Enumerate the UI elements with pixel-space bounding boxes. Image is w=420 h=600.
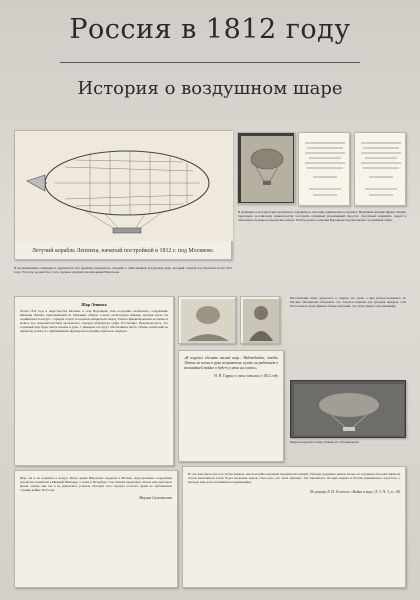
quote-box — [178, 350, 284, 462]
article-body: Летом 1812 года в окрестностях Москвы, в селе Воронцове, шла постройка необычного сооружения. Механик Леппих, приглашённый из Германии, обещал создать летательную машину, которая могла бы подниматься в воздух с отрядом солдат и поражать неприятеля сверху. Работы финансировались из казны и велись под покровительством московского генерал-губернатора графа Ростопчина. Предполагалось, что огромный шар будет иметь крылья и руль, а движение его будут обеспечивать вёсла. Однако испытания не принесли успеха, и с приближением французов постройку пришлось свернуть. — [20, 309, 168, 334]
title-divider — [60, 62, 360, 63]
document-page-2 — [354, 132, 406, 206]
page-subtitle: История о воздушном шаре — [77, 78, 343, 99]
lower-right-article — [182, 466, 406, 588]
lower-left-body: Шар так и не поднялся в воздух. Когда армия Наполеона подошла к Москве, недостроенное сооружение разобрали и вывезли в Нижний Новгород, а затем в Петербург. Сам Леппих продолжал опыты ещё некоторое время, однако они так и не увенчались успехом. История этого проекта осталась одной из любопытных страниц войны 1812 года. — [20, 476, 172, 493]
balloon-model-icon — [291, 381, 407, 439]
lower-right-body: В этот день было для того чтобы увидеть, как постройка медленно продвигалась вперёд. Рабочие трудились днём и ночью, но огромная оболочка никак не хотела наполняться газом. Через несколько недель стало ясно, что затея обречена. Так закончилась история первого в России управляемого аэростата, о котором ещё долго вспоминали современники. — [188, 472, 400, 485]
lower-left-author: Марина Самохвалова — [139, 496, 172, 501]
engraving-photo-2 — [240, 296, 280, 344]
page-title: Россия в 1812 году — [69, 14, 351, 45]
right-middle-text: Изготовление шара держалось в секрете, но слухи о нём распространились по Москве. Москвичам объясняли, что строится машина для тушения пожаров. Сам Ростопчин в своих афишах обещал жителям, что скоро увидят они диковинку. — [290, 296, 406, 309]
right-top-text: В архивных и исторических материалах сохранилось описание удивительного проекта. Немецкий механик Франц Леппих предложил российскому правительству построить огромный управляемый аэростат, способный поднимать людей и сбрасывать снаряды на вражеские войска. Работы велись в имении Воронцово под Москвой в строжайшей тайне. — [238, 210, 406, 223]
portrait-icon — [241, 297, 281, 345]
article-heading: Шар Леппиха — [81, 302, 107, 307]
balloon-sketch-icon — [238, 133, 296, 205]
document-lines-icon — [299, 133, 351, 207]
museum-photo — [290, 380, 406, 438]
airship-illustration-panel — [14, 130, 232, 260]
document-lines-icon — [355, 133, 407, 207]
document-page-1 — [298, 132, 350, 206]
airship-caption: Летучий корабль Леппиха, начатый постройкой в 1812 г. под Москвою. — [31, 248, 215, 254]
middle-left-article — [14, 296, 174, 466]
photo-caption: Модель воздушного шара Леппиха из собрания музея — [290, 440, 359, 444]
airship-drawing — [15, 131, 233, 241]
quote-text: «Я поручил сделать малый шар... Наблюдайте, чтобы Леппих не попал в руки неприятеля; пусть он работает в величайшей тайне и будет у меня на глазах». — [184, 356, 278, 370]
intro-text: В воспоминаниях очевидцев и документах того времени сохранились сведения о таинственном воздушном шаре, который строили под Москвой летом 1812 года. Этот шар должен был стать грозным оружием против армии Наполеона. — [14, 266, 232, 275]
source-reference: По роману Л. Н. Толстого «Война и мир» (Т. 3, Ч. 3, гл. 18) — [309, 490, 400, 495]
engraving-photo-1 — [178, 296, 236, 344]
photo-balloon-sketch — [237, 132, 295, 204]
lower-left-article — [14, 470, 178, 588]
quote-author: Н. Н. Гаррис о своих записках о 1812 году — [214, 374, 278, 379]
engraving-icon — [179, 297, 237, 345]
